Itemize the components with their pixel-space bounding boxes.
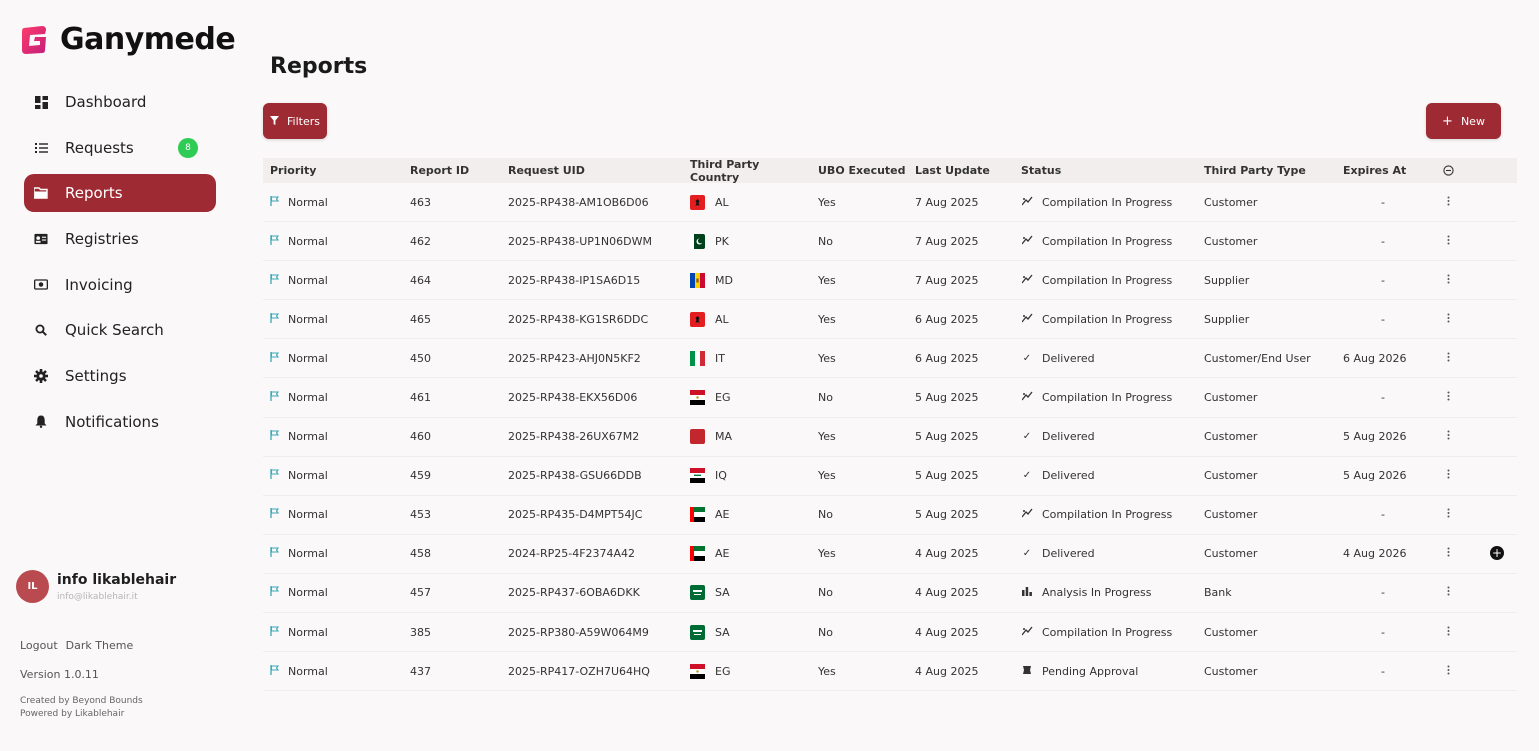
expires-at-cell: 5 Aug 2026 bbox=[1343, 430, 1407, 444]
request-uid-cell: 2024-RP25-4F2374A42 bbox=[508, 547, 636, 561]
table-row[interactable] bbox=[263, 418, 1517, 457]
add-circle-icon[interactable]: + bbox=[1491, 546, 1503, 560]
sidebar-item-label: Quick Search bbox=[65, 321, 164, 340]
country-flag-icon bbox=[690, 546, 705, 561]
sidebar-item-dashboard[interactable] bbox=[24, 83, 216, 121]
ubo-executed-cell: Yes bbox=[818, 547, 836, 561]
last-update-cell: 6 Aug 2025 bbox=[915, 312, 979, 326]
third-party-type-cell: Supplier bbox=[1204, 312, 1250, 326]
country-cell bbox=[681, 507, 809, 522]
last-update-cell: 5 Aug 2025 bbox=[915, 508, 979, 522]
status-value: Delivered bbox=[1042, 469, 1095, 483]
status-cell bbox=[1012, 626, 1195, 639]
country-code: IT bbox=[715, 351, 725, 365]
last-update-cell: 7 Aug 2025 bbox=[915, 273, 979, 287]
report-id-cell: 459 bbox=[410, 469, 431, 483]
priority-value: Normal bbox=[288, 391, 328, 405]
request-uid-cell: 2025-RP438-GSU66DDB bbox=[508, 469, 642, 483]
status-value: Delivered bbox=[1042, 430, 1095, 444]
country-flag-icon bbox=[690, 429, 705, 444]
status-value: Compilation In Progress bbox=[1042, 273, 1173, 287]
sidebar-item-label: Settings bbox=[65, 367, 127, 386]
country-flag-icon bbox=[690, 664, 705, 679]
priority-value: Normal bbox=[288, 234, 328, 248]
status-cell bbox=[1012, 586, 1195, 599]
expires-at-cell: 4 Aug 2026 bbox=[1343, 547, 1407, 561]
ubo-executed-cell: No bbox=[818, 586, 833, 600]
table-row[interactable] bbox=[263, 457, 1517, 496]
priority-value: Normal bbox=[288, 469, 328, 483]
country-flag-icon bbox=[690, 195, 705, 210]
priority-value: Normal bbox=[288, 195, 328, 209]
ubo-executed-cell: No bbox=[818, 508, 833, 522]
compilation-icon bbox=[1021, 626, 1033, 639]
expires-at-cell: - bbox=[1381, 391, 1385, 405]
country-cell bbox=[681, 273, 809, 288]
priority-value: Normal bbox=[288, 625, 328, 639]
priority-value: Normal bbox=[288, 664, 328, 678]
country-flag-icon bbox=[690, 351, 705, 366]
priority-cell bbox=[263, 626, 402, 639]
country-cell bbox=[681, 546, 809, 561]
report-id-cell: 437 bbox=[410, 664, 431, 678]
third-party-type-cell: Customer bbox=[1204, 195, 1258, 209]
flag-icon bbox=[270, 313, 279, 326]
id-card-icon bbox=[34, 232, 48, 246]
priority-cell bbox=[263, 547, 402, 560]
flag-icon bbox=[270, 626, 279, 639]
status-value: Compilation In Progress bbox=[1042, 508, 1173, 522]
sidebar-item-quick-search[interactable] bbox=[24, 311, 216, 349]
expires-at-cell: - bbox=[1381, 273, 1385, 287]
country-code: EG bbox=[715, 391, 731, 405]
request-uid-cell: 2025-RP380-A59W064M9 bbox=[508, 625, 649, 639]
expires-at-cell: - bbox=[1381, 664, 1385, 678]
country-flag-icon bbox=[690, 468, 705, 483]
row-actions-menu[interactable] bbox=[1433, 352, 1463, 365]
country-flag-icon bbox=[690, 312, 705, 327]
flag-icon bbox=[270, 391, 279, 404]
checkmark-icon: ✓ bbox=[1022, 431, 1032, 443]
country-flag-icon bbox=[690, 625, 705, 640]
checkmark-icon: ✓ bbox=[1022, 470, 1032, 482]
column-header-status[interactable]: Status bbox=[1021, 164, 1062, 177]
status-cell bbox=[1012, 196, 1195, 209]
expires-at-cell: 5 Aug 2026 bbox=[1343, 469, 1407, 483]
status-value: Delivered bbox=[1042, 351, 1095, 365]
country-code: SA bbox=[715, 586, 730, 600]
country-cell bbox=[681, 664, 809, 679]
country-code: PK bbox=[715, 234, 729, 248]
request-uid-cell: 2025-RP438-KG1SR6DDC bbox=[508, 312, 649, 326]
flag-icon bbox=[270, 665, 279, 678]
last-update-cell: 7 Aug 2025 bbox=[915, 195, 979, 209]
pending-icon bbox=[1021, 665, 1033, 678]
more-vertical-icon bbox=[1447, 352, 1450, 365]
request-uid-cell: 2025-RP438-AM1OB6D06 bbox=[508, 195, 649, 209]
version-label: Version 1.0.11 bbox=[20, 668, 99, 681]
sidebar bbox=[0, 0, 240, 751]
search-icon bbox=[34, 323, 48, 337]
table-row[interactable] bbox=[263, 535, 1517, 574]
priority-value: Normal bbox=[288, 547, 328, 561]
report-id-cell: 460 bbox=[410, 430, 431, 444]
third-party-type-cell: Bank bbox=[1204, 586, 1232, 600]
country-code: AL bbox=[715, 195, 729, 209]
status-value: Analysis In Progress bbox=[1042, 586, 1152, 600]
country-flag-icon bbox=[690, 390, 705, 405]
flag-icon bbox=[270, 508, 279, 521]
last-update-cell: 7 Aug 2025 bbox=[915, 234, 979, 248]
status-cell bbox=[1012, 430, 1195, 443]
flag-icon bbox=[270, 469, 279, 482]
list-icon bbox=[34, 141, 48, 155]
country-cell bbox=[681, 351, 809, 366]
filter-icon bbox=[270, 115, 279, 128]
flag-icon bbox=[270, 430, 279, 443]
country-cell bbox=[681, 429, 809, 444]
report-id-cell: 462 bbox=[410, 234, 431, 248]
column-header-last-update[interactable]: Last Update bbox=[915, 164, 990, 177]
table-row[interactable] bbox=[263, 183, 1517, 222]
column-header-ubo-executed[interactable]: UBO Executed bbox=[818, 164, 906, 177]
report-id-cell: 461 bbox=[410, 391, 431, 405]
status-value: Compilation In Progress bbox=[1042, 391, 1173, 405]
country-code: MD bbox=[715, 273, 733, 287]
flag-icon bbox=[270, 235, 279, 248]
ubo-executed-cell: Yes bbox=[818, 312, 836, 326]
user-name: info likablehair bbox=[57, 571, 177, 588]
filters-button-label: Filters bbox=[287, 114, 320, 128]
priority-value: Normal bbox=[288, 351, 328, 365]
priority-cell bbox=[263, 469, 402, 482]
status-cell bbox=[1012, 235, 1195, 248]
table-row[interactable] bbox=[263, 222, 1517, 261]
user-profile[interactable] bbox=[16, 570, 176, 603]
row-actions-menu[interactable] bbox=[1433, 626, 1463, 639]
new-report-button[interactable] bbox=[1426, 103, 1501, 139]
status-value: Pending Approval bbox=[1042, 664, 1139, 678]
third-party-type-cell: Customer bbox=[1204, 469, 1258, 483]
status-value: Delivered bbox=[1042, 547, 1095, 561]
country-flag-icon bbox=[690, 507, 705, 522]
priority-cell bbox=[263, 665, 402, 678]
user-email: info@likablehair.it bbox=[57, 591, 138, 602]
expires-at-cell: - bbox=[1381, 195, 1385, 209]
table-row[interactable] bbox=[263, 261, 1517, 300]
priority-value: Normal bbox=[288, 312, 328, 326]
row-actions-menu[interactable] bbox=[1433, 469, 1463, 482]
table-row[interactable] bbox=[263, 378, 1517, 417]
ubo-executed-cell: No bbox=[818, 625, 833, 639]
compilation-icon bbox=[1021, 391, 1033, 404]
table-row[interactable] bbox=[263, 339, 1517, 378]
report-id-cell: 463 bbox=[410, 195, 431, 209]
status-cell bbox=[1012, 469, 1195, 482]
row-actions-menu[interactable] bbox=[1433, 391, 1463, 404]
compilation-icon bbox=[1021, 196, 1033, 209]
powered-by: Powered by Likablehair bbox=[20, 709, 125, 719]
credits bbox=[20, 695, 143, 721]
column-settings-icon[interactable] bbox=[1433, 165, 1463, 176]
priority-cell bbox=[263, 196, 402, 209]
row-actions-menu[interactable] bbox=[1433, 547, 1463, 560]
country-cell bbox=[681, 625, 809, 640]
country-code: SA bbox=[715, 625, 730, 639]
sidebar-nav bbox=[24, 83, 216, 449]
more-vertical-icon bbox=[1447, 469, 1450, 482]
logout-link[interactable]: Logout bbox=[20, 639, 58, 652]
more-vertical-icon bbox=[1447, 274, 1450, 287]
sidebar-item-label: Invoicing bbox=[65, 275, 133, 294]
expires-at-cell: - bbox=[1381, 312, 1385, 326]
last-update-cell: 4 Aug 2025 bbox=[915, 547, 979, 561]
flag-icon bbox=[270, 547, 279, 560]
priority-cell bbox=[263, 391, 402, 404]
sidebar-item-label: Reports bbox=[65, 184, 123, 203]
last-update-cell: 4 Aug 2025 bbox=[915, 664, 979, 678]
priority-value: Normal bbox=[288, 508, 328, 522]
filters-button[interactable] bbox=[263, 103, 327, 139]
checkmark-icon: ✓ bbox=[1022, 352, 1032, 364]
more-vertical-icon bbox=[1447, 235, 1450, 248]
country-cell bbox=[681, 585, 809, 600]
compilation-icon bbox=[1021, 508, 1033, 521]
ganymede-logo-icon bbox=[18, 24, 50, 56]
more-vertical-icon bbox=[1447, 547, 1450, 560]
flag-icon bbox=[270, 274, 279, 287]
request-uid-cell: 2025-RP438-IP1SA6D15 bbox=[508, 273, 641, 287]
request-uid-cell: 2025-RP417-OZH7U64HQ bbox=[508, 664, 650, 678]
more-vertical-icon bbox=[1447, 586, 1450, 599]
third-party-type-cell: Customer bbox=[1204, 508, 1258, 522]
priority-cell bbox=[263, 274, 402, 287]
ubo-executed-cell: Yes bbox=[818, 273, 836, 287]
ubo-executed-cell: Yes bbox=[818, 664, 836, 678]
last-update-cell: 5 Aug 2025 bbox=[915, 391, 979, 405]
table-row[interactable] bbox=[263, 496, 1517, 535]
column-header-report-id[interactable]: Report ID bbox=[410, 164, 470, 177]
status-cell bbox=[1012, 352, 1195, 365]
more-vertical-icon bbox=[1447, 626, 1450, 639]
expires-at-cell: 6 Aug 2026 bbox=[1343, 351, 1407, 365]
third-party-type-cell: Supplier bbox=[1204, 273, 1250, 287]
status-value: Compilation In Progress bbox=[1042, 234, 1173, 248]
status-cell bbox=[1012, 508, 1195, 521]
country-code: AE bbox=[715, 508, 730, 522]
sidebar-item-invoicing[interactable] bbox=[24, 266, 216, 304]
column-header-expires-at[interactable]: Expires At bbox=[1343, 164, 1407, 177]
gear-icon bbox=[34, 369, 48, 383]
row-actions-menu[interactable] bbox=[1433, 235, 1463, 248]
table-header bbox=[263, 158, 1517, 183]
checkmark-icon: ✓ bbox=[1022, 548, 1032, 560]
money-icon bbox=[34, 278, 48, 292]
sidebar-item-requests[interactable] bbox=[24, 129, 216, 167]
last-update-cell: 5 Aug 2025 bbox=[915, 469, 979, 483]
column-header-third-party-country[interactable]: Third Party Country bbox=[690, 157, 760, 184]
priority-cell bbox=[263, 430, 402, 443]
row-actions-menu[interactable] bbox=[1433, 196, 1463, 209]
dashboard-icon bbox=[34, 95, 48, 109]
page-title: Reports bbox=[270, 54, 368, 79]
status-value: Compilation In Progress bbox=[1042, 195, 1173, 209]
more-vertical-icon bbox=[1447, 665, 1450, 678]
country-code: AE bbox=[715, 547, 730, 561]
table-row[interactable] bbox=[263, 300, 1517, 339]
country-cell bbox=[681, 195, 809, 210]
sidebar-item-label: Registries bbox=[65, 230, 139, 249]
status-value: Compilation In Progress bbox=[1042, 625, 1173, 639]
third-party-type-cell: Customer bbox=[1204, 625, 1258, 639]
third-party-type-cell: Customer bbox=[1204, 430, 1258, 444]
row-actions-menu[interactable] bbox=[1433, 313, 1463, 326]
compilation-icon bbox=[1021, 274, 1033, 287]
expires-at-cell: - bbox=[1381, 586, 1385, 600]
ubo-executed-cell: No bbox=[818, 234, 833, 248]
last-update-cell: 4 Aug 2025 bbox=[915, 625, 979, 639]
flag-icon bbox=[270, 196, 279, 209]
more-vertical-icon bbox=[1447, 313, 1450, 326]
sidebar-item-settings[interactable] bbox=[24, 357, 216, 395]
country-code: IQ bbox=[715, 469, 727, 483]
row-actions-menu[interactable] bbox=[1433, 508, 1463, 521]
priority-cell bbox=[263, 235, 402, 248]
country-code: EG bbox=[715, 664, 731, 678]
expires-at-cell: - bbox=[1381, 625, 1385, 639]
report-id-cell: 457 bbox=[410, 586, 431, 600]
last-update-cell: 6 Aug 2025 bbox=[915, 351, 979, 365]
report-id-cell: 465 bbox=[410, 312, 431, 326]
priority-value: Normal bbox=[288, 273, 328, 287]
status-cell bbox=[1012, 313, 1195, 326]
report-id-cell: 458 bbox=[410, 547, 431, 561]
country-flag-icon bbox=[690, 585, 705, 600]
report-id-cell: 453 bbox=[410, 508, 431, 522]
ubo-executed-cell: Yes bbox=[818, 351, 836, 365]
third-party-type-cell: Customer bbox=[1204, 391, 1258, 405]
sidebar-item-notifications[interactable] bbox=[24, 403, 216, 441]
row-actions-menu[interactable] bbox=[1433, 665, 1463, 678]
row-actions-menu[interactable] bbox=[1433, 430, 1463, 443]
column-header-priority[interactable]: Priority bbox=[270, 164, 317, 177]
ubo-executed-cell: Yes bbox=[818, 195, 836, 209]
status-cell bbox=[1012, 274, 1195, 287]
third-party-type-cell: Customer/End User bbox=[1204, 351, 1311, 365]
created-by: Created by Beyond Bounds bbox=[20, 696, 143, 706]
reports-table bbox=[263, 158, 1517, 691]
country-code: AL bbox=[715, 312, 729, 326]
bell-icon bbox=[34, 415, 48, 429]
ubo-executed-cell: Yes bbox=[818, 430, 836, 444]
third-party-type-cell: Customer bbox=[1204, 547, 1258, 561]
analysis-icon bbox=[1021, 586, 1033, 599]
status-cell bbox=[1012, 547, 1195, 560]
third-party-type-cell: Customer bbox=[1204, 234, 1258, 248]
request-uid-cell: 2025-RP423-AHJ0N5KF2 bbox=[508, 351, 641, 365]
compilation-icon bbox=[1021, 313, 1033, 326]
avatar: IL bbox=[16, 570, 49, 603]
request-uid-cell: 2025-RP435-D4MPT54JC bbox=[508, 508, 643, 522]
sidebar-item-label: Requests bbox=[65, 138, 134, 157]
expires-at-cell: - bbox=[1381, 508, 1385, 522]
more-vertical-icon bbox=[1447, 430, 1450, 443]
country-cell bbox=[681, 468, 809, 483]
column-header-third-party-type[interactable]: Third Party Type bbox=[1204, 164, 1306, 177]
third-party-type-cell: Customer bbox=[1204, 664, 1258, 678]
ubo-executed-cell: No bbox=[818, 391, 833, 405]
plus-icon: + bbox=[1442, 113, 1453, 129]
request-uid-cell: 2025-RP438-26UX67M2 bbox=[508, 430, 640, 444]
report-id-cell: 450 bbox=[410, 351, 431, 365]
expires-at-cell: - bbox=[1381, 234, 1385, 248]
sidebar-item-reports[interactable] bbox=[24, 174, 216, 212]
table-row[interactable] bbox=[263, 652, 1517, 691]
row-actions-menu[interactable] bbox=[1433, 274, 1463, 287]
last-update-cell: 4 Aug 2025 bbox=[915, 586, 979, 600]
sidebar-item-label: Notifications bbox=[65, 412, 159, 431]
priority-cell bbox=[263, 352, 402, 365]
priority-cell bbox=[263, 586, 402, 599]
requests-count-badge: 8 bbox=[178, 138, 198, 158]
request-uid-cell: 2025-RP437-6OBA6DKK bbox=[508, 586, 640, 600]
row-actions-menu[interactable] bbox=[1433, 586, 1463, 599]
brand-name: Ganymede bbox=[60, 22, 236, 57]
new-button-label: New bbox=[1460, 114, 1485, 128]
priority-value: Normal bbox=[288, 586, 328, 600]
last-update-cell: 5 Aug 2025 bbox=[915, 430, 979, 444]
more-vertical-icon bbox=[1447, 196, 1450, 209]
column-header-request-uid[interactable]: Request UID bbox=[508, 164, 585, 177]
country-cell bbox=[681, 390, 809, 405]
country-cell bbox=[681, 312, 809, 327]
priority-value: Normal bbox=[288, 430, 328, 444]
priority-cell bbox=[263, 508, 402, 521]
compilation-icon bbox=[1021, 235, 1033, 248]
report-id-cell: 464 bbox=[410, 273, 431, 287]
sidebar-item-label: Dashboard bbox=[65, 93, 147, 111]
table-body bbox=[263, 183, 1517, 691]
more-vertical-icon bbox=[1447, 508, 1450, 521]
status-cell bbox=[1012, 391, 1195, 404]
request-uid-cell: 2025-RP438-UP1N06DWM bbox=[508, 234, 652, 248]
priority-cell bbox=[263, 313, 402, 326]
status-value: Compilation In Progress bbox=[1042, 312, 1173, 326]
status-cell bbox=[1012, 665, 1195, 678]
more-vertical-icon bbox=[1447, 391, 1450, 404]
report-id-cell: 385 bbox=[410, 625, 431, 639]
country-flag-icon bbox=[690, 273, 705, 288]
country-cell bbox=[681, 234, 809, 249]
flag-icon bbox=[270, 352, 279, 365]
table-row[interactable] bbox=[263, 613, 1517, 652]
ubo-executed-cell: Yes bbox=[818, 469, 836, 483]
flag-icon bbox=[270, 586, 279, 599]
dark-theme-toggle[interactable]: Dark Theme bbox=[65, 639, 134, 652]
table-row[interactable] bbox=[263, 574, 1517, 613]
request-uid-cell: 2025-RP438-EKX56D06 bbox=[508, 391, 638, 405]
country-flag-icon bbox=[690, 234, 705, 249]
brand[interactable] bbox=[18, 22, 235, 57]
sidebar-item-registries[interactable] bbox=[24, 220, 216, 258]
footer-links bbox=[20, 639, 133, 652]
country-code: MA bbox=[715, 430, 733, 444]
folder-icon bbox=[34, 186, 48, 200]
